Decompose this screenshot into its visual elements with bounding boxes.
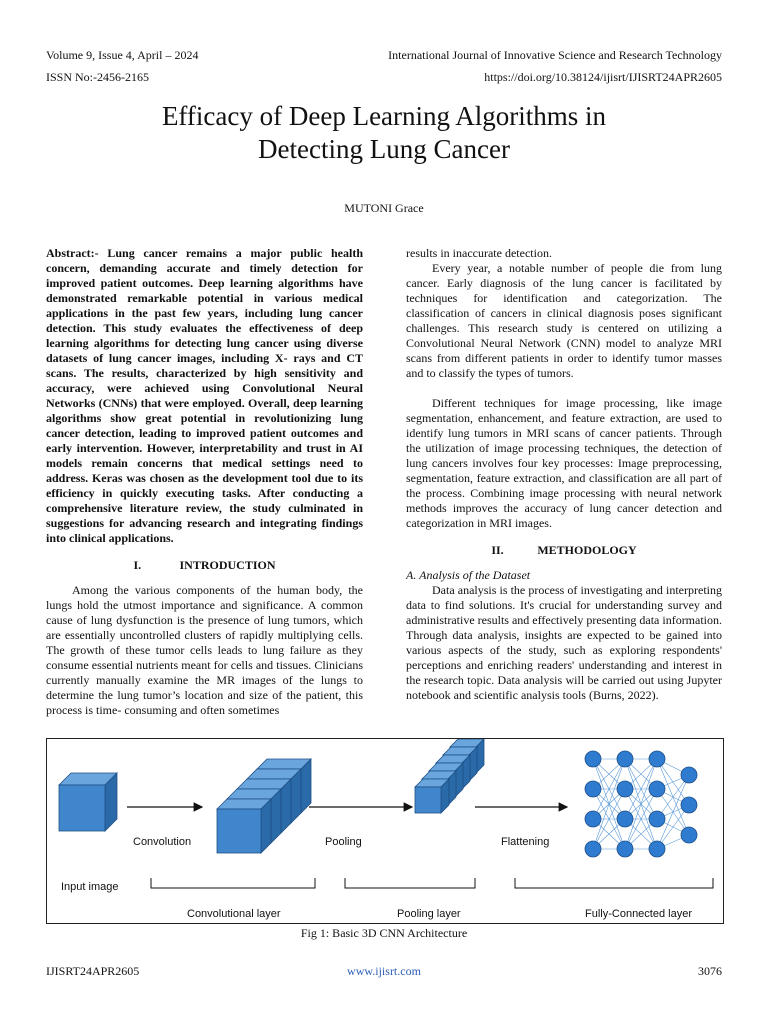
volume-info: Volume 9, Issue 4, April – 2024 — [46, 48, 199, 62]
journal-name: International Journal of Innovative Science and Research Technology — [388, 48, 722, 62]
label-input-image: Input image — [61, 881, 119, 893]
title-line-2: Detecting Lung Cancer — [258, 134, 510, 164]
nn-node — [617, 811, 633, 827]
conv-feature-map-cube — [217, 799, 271, 853]
nn-node — [617, 751, 633, 767]
fc-layer-bracket — [515, 878, 713, 888]
nn-node — [585, 841, 601, 857]
label-pooling: Pooling — [325, 836, 362, 848]
label-fc-layer: Fully-Connected layer — [585, 908, 692, 920]
footer-article-id: IJISRT24APR2605 — [46, 964, 140, 978]
title-line-1: Efficacy of Deep Learning Algorithms in — [161, 101, 607, 131]
nn-node — [617, 841, 633, 857]
section-title: METHODOLOGY — [537, 543, 637, 557]
figure-caption: Fig 1: Basic 3D CNN Architecture — [300, 926, 468, 940]
intro-paragraph: Among the various components of the human body, the lungs hold the utmost importance and significance. A common cause of lung dysfunction is the presence of lung tumors, which are essentially uncontrolled clusters of rapidly multiplying cells. The growth of these tumor cells leads to lung failure as they consume essential nutrients meant for cells and tissues. Clinicians currently manually examine the MR images of the lungs to determine the lung tumor’s location and size of the patient, this process is time- consuming and often sometimes — [46, 583, 363, 717]
pool-layer-bracket — [345, 878, 475, 888]
paragraph-continuation: results in inaccurate detection. — [406, 246, 552, 260]
footer-website — [0, 964, 768, 979]
nn-node — [585, 751, 601, 767]
issn: ISSN No:-2456-2165 — [46, 70, 150, 84]
cnn-architecture-figure — [46, 738, 724, 924]
paragraph-image-processing: Different techniques for image processing, like image segmentation, enhancement, and feature extraction, are used to identify lung tumors in MRI scans of cancer patients. Through the utilization of image processing techniques, the detection of lung cancers involves four key processes: Image preprocessing, segmentation, feature extraction, and classification are all part of the process. Combining image processing with neural network methods improves the accuracy of lung cancer detection and categorization in MRI images. — [406, 396, 722, 530]
section-title: INTRODUCTION — [179, 558, 276, 572]
cnn-diagram — [47, 739, 723, 923]
section-number: I. — [133, 558, 142, 572]
nn-node — [681, 797, 697, 813]
nn-node — [649, 841, 665, 857]
doi-link[interactable]: https://doi.org/10.38124/ijisrt/IJISRT24APR2605 — [484, 70, 722, 84]
section-number: II. — [491, 543, 504, 557]
nn-node — [681, 767, 697, 783]
abstract: Abstract:- Lung cancer remains a major public health concern, demanding accurate and timely detection for improved patient outcomes. Deep learning algorithms have demonstrated remarkable potential in various medical applications in the past few years, including lung cancer detection. This study evaluates the effectiveness of deep learning algorithms for detecting lung cancer using diverse datasets of lung cancer images, including X- rays and CT scans. The results, characterized by high sensitivity and accuracy, were achieved using Convolutional Neural Networks (CNNs) that were employed. Overall, deep learning algorithms show great potential in revolutionizing lung cancer detection, leading to improved patient outcomes and early intervention. However, interpretability and trust in AI models remain concerns that medical settings need to address. Keras was chosen as the development tool due to its efficiency in quickly executing tasks. After conducting a comprehensive literature review, the study culminated in suggestions for advancing research and integrating findings into clinical applications. — [46, 246, 363, 545]
nn-node — [681, 827, 697, 843]
left-column — [46, 246, 363, 718]
paragraph-data-analysis: Data analysis is the process of investigating and interpreting data to find solutions. It's crucial for understanding survey and administrative results and effectively presenting data information. Through data analysis, insights are expected to be gained into various aspects of the study, such as exploring respondents' perceptions and enriching readers' understanding and interest in the research topic. Data analysis will be carried out using Jupyter notebook and scientific analysis tools (Burns, 2022). — [406, 583, 723, 702]
pool-feature-map-cube — [415, 779, 449, 813]
nn-node — [617, 781, 633, 797]
right-column — [406, 246, 722, 703]
input-image-cube — [59, 773, 117, 831]
nn-node — [585, 811, 601, 827]
section-heading-introduction — [46, 558, 363, 573]
section-heading-methodology — [406, 543, 722, 558]
author: MUTONI Grace — [344, 201, 424, 215]
feature-map-cubes — [59, 739, 484, 853]
label-conv-layer: Convolutional layer — [187, 908, 281, 920]
footer-page-number: 3076 — [698, 964, 722, 978]
nn-node — [649, 811, 665, 827]
website-link[interactable]: www.ijisrt.com — [347, 964, 421, 978]
label-pool-layer: Pooling layer — [397, 908, 461, 920]
paper-title — [40, 100, 728, 166]
nn-node — [649, 751, 665, 767]
conv-layer-bracket — [151, 878, 315, 888]
label-flattening: Flattening — [501, 836, 550, 848]
nn-node — [585, 781, 601, 797]
fully-connected-network — [585, 751, 697, 857]
nn-node — [649, 781, 665, 797]
label-convolution: Convolution — [133, 836, 192, 848]
subsection-heading: A. Analysis of the Dataset — [406, 568, 531, 582]
paragraph-lung-cancer: Every year, a notable number of people die from lung cancer. Early diagnosis of the lung cancer is facilitated by techniques for identification and categorization. The classification of cancers in clinical diagnosis poses significant challenges. This research study is centered on utilizing a Convolutional Neural Network (CNN) model to analyze MRI scans from different patients in order to identify tumor masses and to classify the types of tumors. — [406, 261, 722, 380]
